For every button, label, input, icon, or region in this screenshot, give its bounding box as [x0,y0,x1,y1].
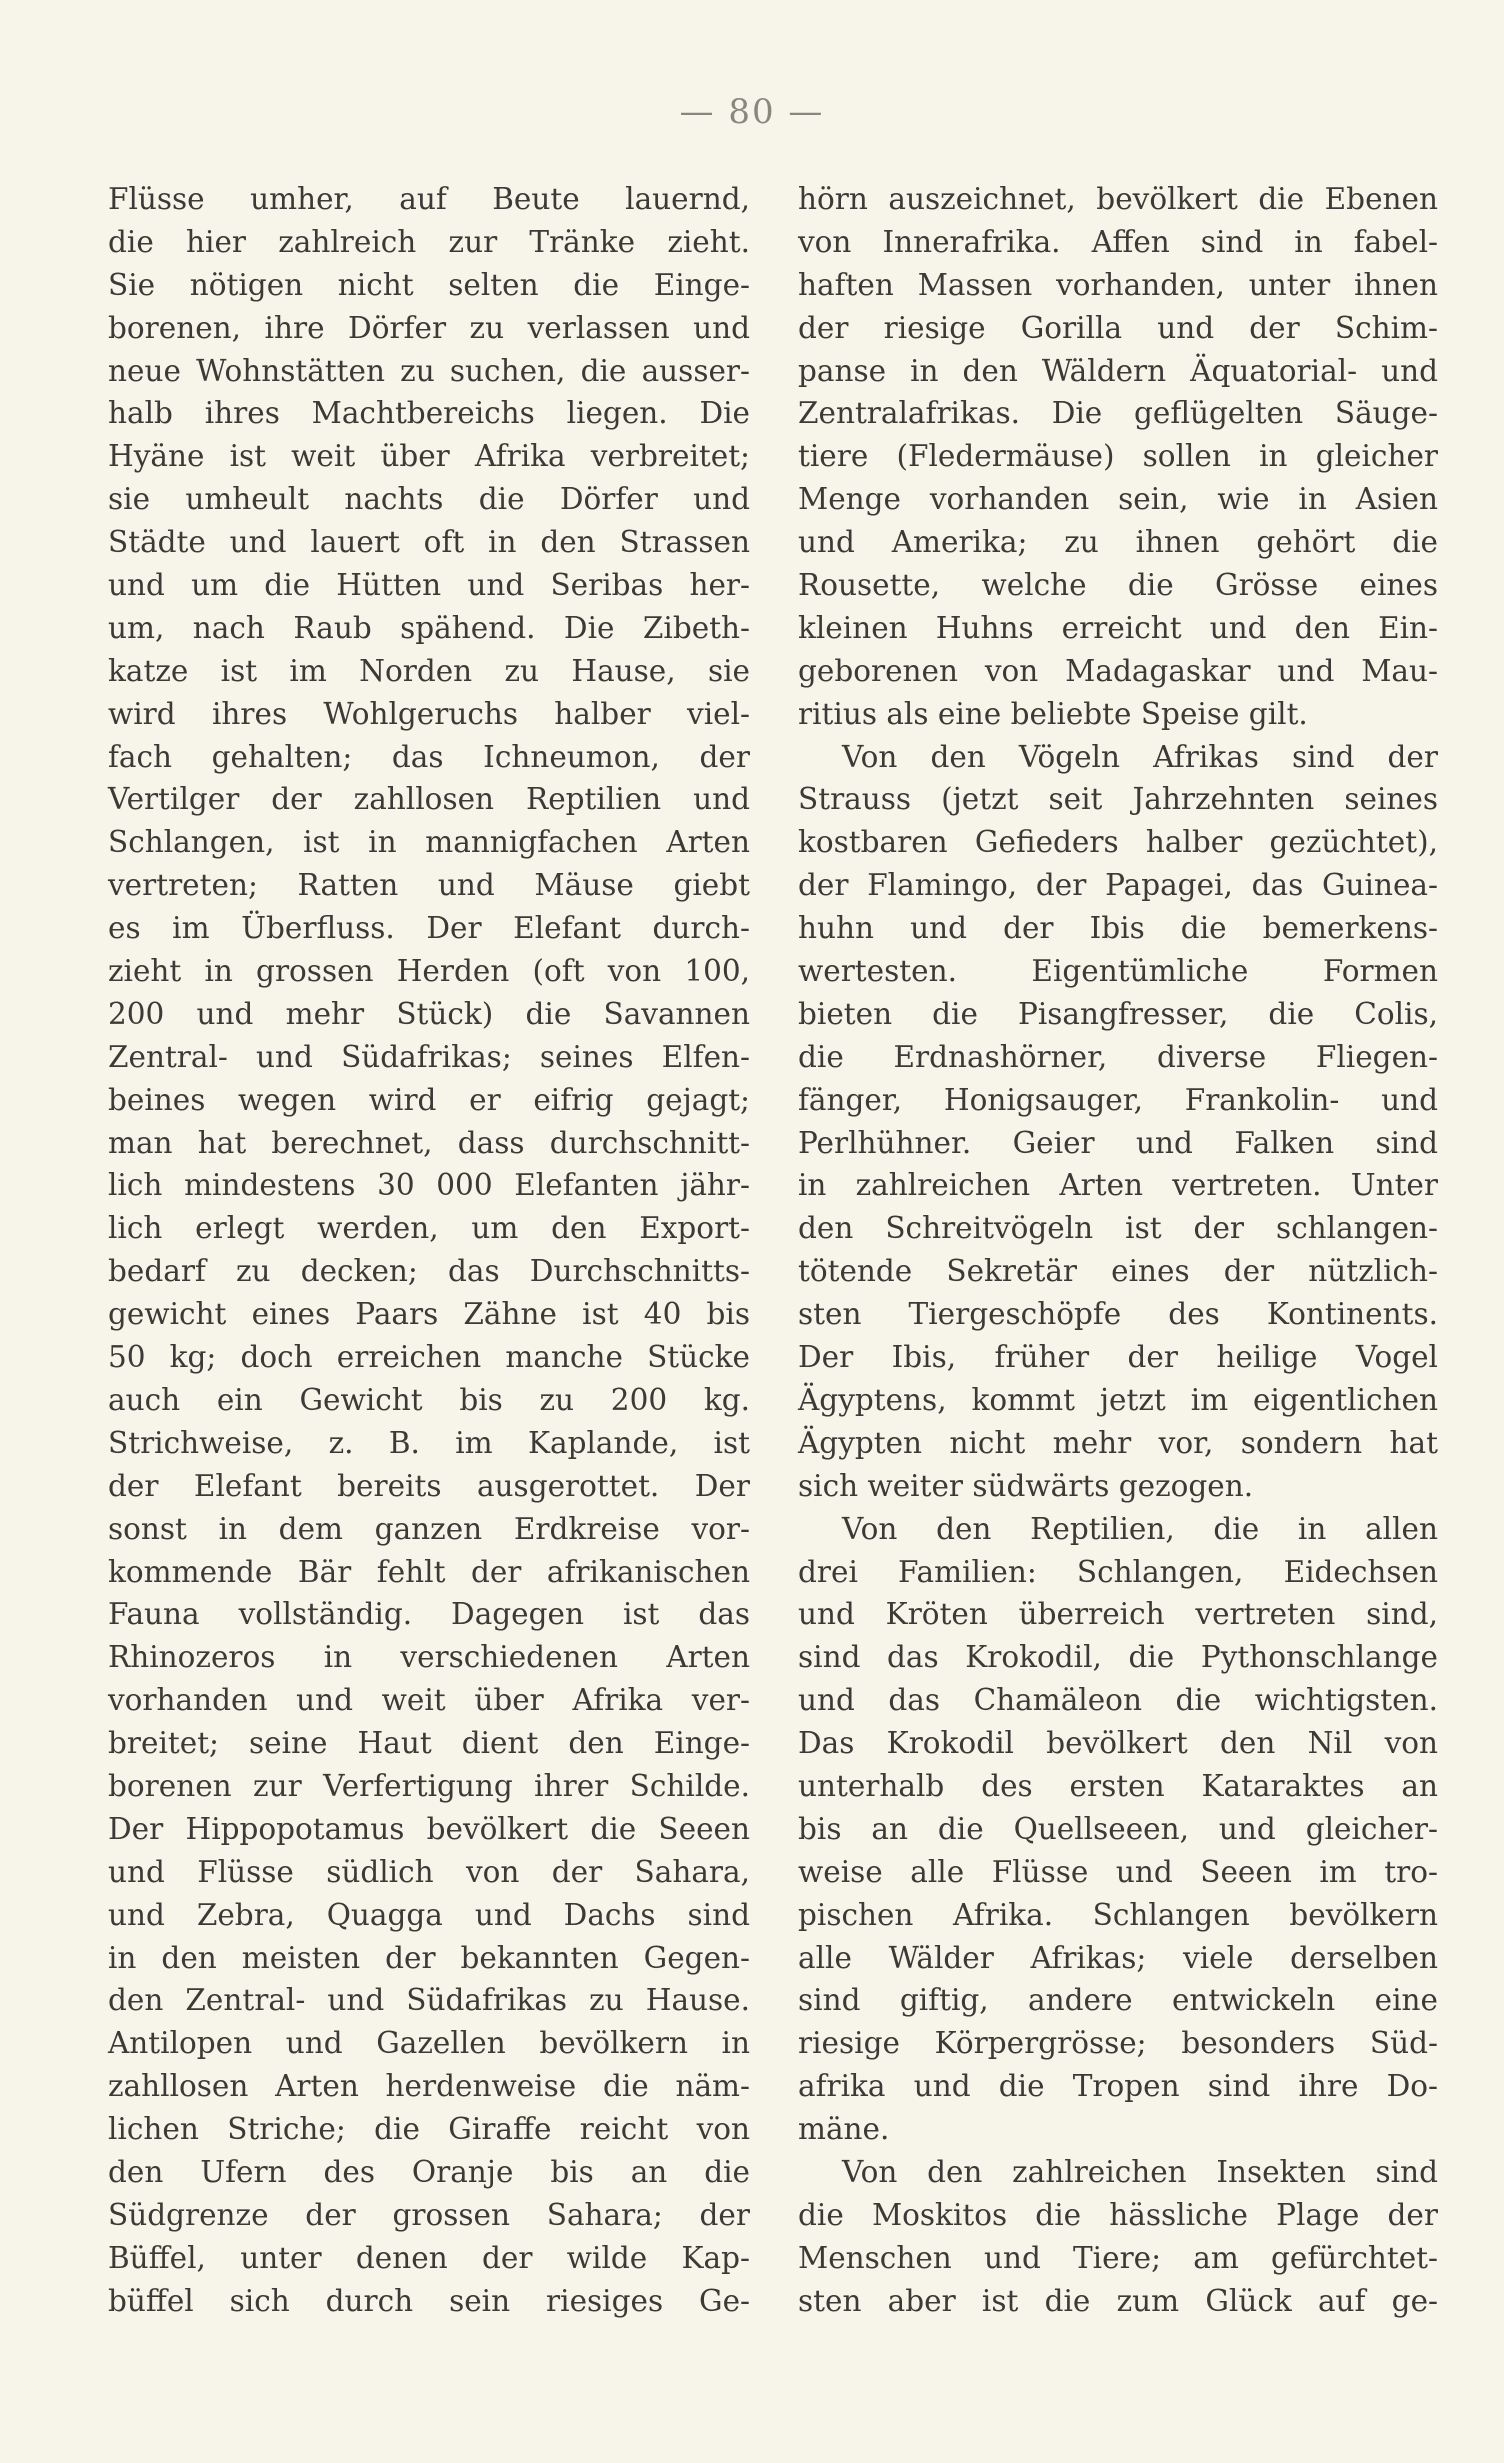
text-line: borenen, ihre Dörfer zu verlassen und [108,310,750,345]
text-line: und Kröten überreich vertreten sind, [798,1597,1438,1632]
text-line: panse in den Wäldern Äquatorial- und [798,353,1438,388]
text-line: sten aber ist die zum Glück auf ge- [798,2283,1438,2318]
text-line: Von den Vögeln Afrikas sind der [842,739,1438,774]
text-line: sten Tiergeschöpfe des Kontinents. [798,1297,1438,1332]
text-line: Strichweise, z. B. im Kaplande, ist [108,1425,750,1460]
text-line: sich weiter südwärts gezogen. [798,1468,1254,1503]
text-line: gewicht eines Paars Zähne ist 40 bis [108,1297,750,1332]
text-line: fach gehalten; das Ichneumon, der [108,739,750,774]
text-line: und das Chamäleon die wichtigsten. [798,1683,1438,1718]
text-line: Von den zahlreichen Insekten sind [842,2154,1438,2189]
text-line: bis an die Quellseeen, und gleicher- [798,1811,1438,1846]
text-line: 200 und mehr Stück) die Savannen [108,996,750,1031]
text-line: ritius als eine beliebte Speise gilt. [798,696,1308,731]
text-line: Städte und lauert oft in den Strassen [108,525,750,560]
text-line: und um die Hütten und Seribas her- [108,568,750,603]
text-line: in zahlreichen Arten vertreten. Unter [798,1168,1438,1203]
text-line: Sie nötigen nicht selten die Einge- [108,267,750,302]
text-line: drei Familien: Schlangen, Eidechsen [798,1554,1438,1589]
text-line: beines wegen wird er eifrig gejagt; [108,1082,750,1117]
text-line: die Erdnashörner, diverse Fliegen- [798,1039,1438,1074]
text-line: Ägyptens, kommt jetzt im eigentlichen [798,1382,1438,1417]
text-line: riesige Körpergrösse; besonders Süd- [798,2026,1438,2061]
text-line: 50 kg; doch erreichen manche Stücke [108,1340,750,1375]
text-line: afrika und die Tropen sind ihre Do- [798,2069,1438,2104]
text-line: und Amerika; zu ihnen gehört die [798,525,1438,560]
text-line: der Flamingo, der Papagei, das Guinea- [798,868,1438,903]
text-line: Der Ibis, früher der heilige Vogel [798,1340,1438,1375]
text-line: kostbaren Gefieders halber gezüchtet), [798,825,1438,860]
text-line: lich erlegt werden, um den Export- [108,1211,750,1246]
text-line: vorhanden und weit über Afrika ver- [108,1683,750,1718]
text-line: wertesten. Eigentümliche Formen [798,954,1438,989]
text-line: auch ein Gewicht bis zu 200 kg. [108,1382,750,1417]
text-line: bedarf zu decken; das Durchschnitts- [108,1254,750,1289]
text-line: borenen zur Verfertigung ihrer Schilde. [108,1768,750,1803]
text-line: breitet; seine Haut dient den Einge- [108,1726,750,1761]
text-line: katze ist im Norden zu Hause, sie [108,653,750,688]
right-text-column [798,178,1438,2323]
text-line: sie umheult nachts die Dörfer und [108,482,750,517]
text-line: Perlhühner. Geier und Falken sind [798,1125,1438,1160]
text-line: Der Hippopotamus bevölkert die Seeen [108,1811,750,1846]
text-line: Rousette, welche die Grösse eines [798,568,1438,603]
text-line: alle Wälder Afrikas; viele derselben [798,1940,1438,1975]
text-line: tötende Sekretär eines der nützlich- [798,1254,1438,1289]
text-line: Rhinozeros in verschiedenen Arten [108,1640,750,1675]
text-line: Schlangen, ist in mannigfachen Arten [108,825,750,860]
text-line: den Ufern des Oranje bis an die [108,2154,750,2189]
page-number: — 80 — [679,92,825,132]
text-line: weise alle Flüsse und Seeen im tro- [798,1854,1438,1889]
text-line: zahllosen Arten herdenweise die näm- [108,2069,750,2104]
text-line: hörn auszeichnet, bevölkert die Ebenen [798,182,1438,216]
text-line: und Zebra, Quagga und Dachs sind [108,1897,750,1932]
text-line: kleinen Huhns erreicht und den Ein- [798,610,1438,645]
text-line: pischen Afrika. Schlangen bevölkern [798,1897,1438,1932]
text-line: halb ihres Machtbereichs liegen. Die [108,396,750,431]
text-line: Fauna vollständig. Dagegen ist das [108,1597,750,1632]
text-line: der Elefant bereits ausgerottet. Der [108,1468,750,1503]
text-line: Menge vorhanden sein, wie in Asien [798,482,1438,517]
text-line: sonst in dem ganzen Erdkreise vor- [108,1511,750,1546]
text-line: Menschen und Tiere; am gefürchtet- [798,2240,1438,2275]
text-line: man hat berechnet, dass durchschnitt- [108,1125,750,1160]
text-line: unterhalb des ersten Kataraktes an [798,1768,1438,1803]
text-line: lich mindestens 30 000 Elefanten jähr- [108,1168,750,1203]
text-line: Hyäne ist weit über Afrika verbreitet; [108,439,750,474]
text-line: tiere (Fledermäuse) sollen in gleicher [798,439,1438,474]
text-line: Vertilger der zahllosen Reptilien und [108,782,750,817]
text-line: sind das Krokodil, die Pythonschlange [798,1640,1438,1675]
text-line: und Flüsse südlich von der Sahara, [108,1854,750,1889]
text-line: zieht in grossen Herden (oft von 100, [108,954,750,989]
text-line: lichen Striche; die Giraffe reicht von [108,2112,750,2147]
text-line: Büffel, unter denen der wilde Kap- [108,2240,750,2275]
left-text-column [108,178,750,2323]
text-line: kommende Bär fehlt der afrikanischen [108,1554,750,1589]
text-line: Antilopen und Gazellen bevölkern in [108,2026,750,2061]
text-line: sind giftig, andere entwickeln eine [798,1983,1438,2018]
text-line: Das Krokodil bevölkert den Nil von [798,1726,1438,1761]
text-line: Ägypten nicht mehr vor, sondern hat [798,1425,1438,1460]
text-line: büffel sich durch sein riesiges Ge- [108,2283,750,2318]
text-line: haften Massen vorhanden, unter ihnen [798,267,1438,302]
text-line: geborenen von Madagaskar und Mau- [798,653,1438,688]
text-line: um, nach Raub spähend. Die Zibeth- [108,610,750,645]
text-line: mäne. [798,2112,890,2147]
text-line: fänger, Honigsauger, Frankolin- und [798,1082,1438,1117]
text-line: bieten die Pisangfresser, die Colis, [798,996,1438,1031]
text-line: es im Überfluss. Der Elefant durch- [108,911,750,946]
text-line: vertreten; Ratten und Mäuse giebt [108,868,750,903]
text-line: wird ihres Wohlgeruchs halber viel- [108,696,750,731]
text-line: Von den Reptilien, die in allen [842,1511,1438,1546]
text-line: die Moskitos die hässliche Plage der [798,2197,1438,2232]
text-line: die hier zahlreich zur Tränke zieht. [108,224,750,259]
text-line: der riesige Gorilla und der Schim- [798,310,1438,345]
text-line: den Zentral- und Südafrikas zu Hause. [108,1983,750,2018]
text-line: den Schreitvögeln ist der schlangen- [798,1211,1438,1246]
text-line: von Innerafrika. Affen sind in fabel- [798,224,1438,259]
text-line: Zentralafrikas. Die geflügelten Säuge- [798,396,1438,431]
text-line: Strauss (jetzt seit Jahrzehnten seines [798,782,1438,817]
text-line: Zentral- und Südafrikas; seines Elfen- [108,1039,750,1074]
text-line: huhn und der Ibis die bemerkens- [798,911,1438,946]
text-line: neue Wohnstätten zu suchen, die ausser- [108,353,750,388]
text-line: Flüsse umher, auf Beute lauernd, [108,182,750,216]
text-line: Südgrenze der grossen Sahara; der [108,2197,750,2232]
text-line: in den meisten der bekannten Gegen- [108,1940,750,1975]
